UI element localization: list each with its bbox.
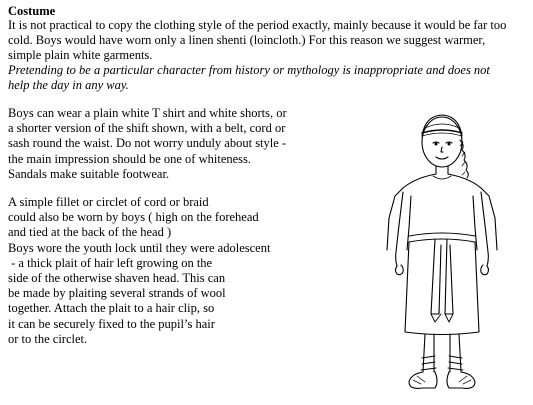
clothing-line: the main impression should be one of whiteness. (8, 151, 252, 166)
hair-paragraph (8, 195, 270, 347)
clothing-line: sash round the waist. Do not worry unduly about style - (8, 136, 287, 151)
intro-line: cold. Boys would have worn only a linen shenti (loincloth.) For this reason we suggest warmer, (8, 33, 486, 47)
intro-paragraph (8, 18, 523, 93)
hair-line: and tied at the back of the head ) (8, 225, 172, 240)
clothing-line: a shorter version of the shift shown, with a belt, cord or (8, 121, 286, 136)
hair-line: could also be worn by boys ( high on the forehead (8, 210, 259, 225)
intro-italic-line: Pretending to be a particular character from history or mythology is inappropriate and does not (8, 63, 490, 77)
intro-line: simple plain white garments. (8, 48, 153, 62)
hair-line: or to the circlet. (8, 331, 88, 346)
document-page (8, 4, 528, 93)
hair-line: together. Attach the plait to a hair clip, so (8, 301, 215, 316)
hair-line: side of the otherwise shaven head. This can (8, 271, 226, 286)
intro-italic-line: help the day in any way. (8, 78, 129, 92)
hair-line: Boys wore the youth lock until they were adolescent (8, 240, 271, 255)
intro-line: It is not practical to copy the clothing style of the period exactly, mainly because it would be far too (8, 18, 507, 32)
hair-line: A simple fillet or circlet of cord or braid (8, 195, 209, 209)
page-title: Costume (8, 4, 56, 18)
clothing-line: Boys can wear a plain white T shirt and white shorts, or (8, 106, 287, 120)
clothing-line: Sandals make suitable footwear. (8, 166, 170, 181)
child-in-shift-illustration (355, 100, 530, 400)
clothing-paragraph (8, 106, 287, 182)
hair-line: be made by plaiting several strands of wool (8, 286, 226, 301)
hair-line: - a thick plait of hair left growing on the (8, 255, 213, 270)
hair-line: it can be securely fixed to the pupil’s hair (8, 316, 215, 331)
